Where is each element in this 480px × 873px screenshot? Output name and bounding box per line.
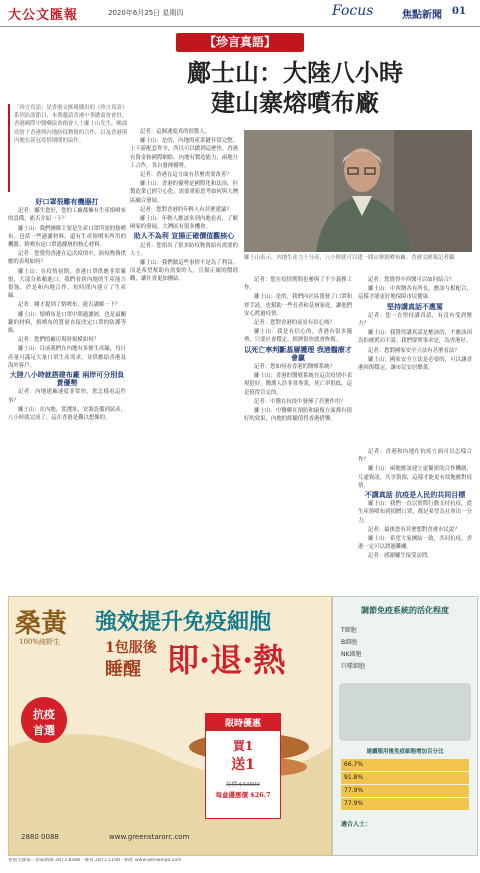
advertisement-side: [332, 596, 478, 856]
section-name-en: Focus: [332, 3, 374, 19]
ad-phone: 2880 0088: [21, 833, 59, 841]
paragraph: 鄺士山：我們一直以實際行動支持抗疫，從生產熔噴布到捐贈口罩，都是希望為社會出一分力。: [358, 501, 472, 524]
ad-badge: [21, 697, 67, 743]
paragraph: 鄺士山：年輕人應該多到內地看看，了解國家的發展，大灣區有很多機會。: [130, 216, 238, 231]
paragraph: 鄺士山：國家安全立法是必要的，可以讓香港回復穩定，讓市民安居樂業。: [358, 356, 472, 372]
subheading: 堅持講真話不應罵: [387, 301, 443, 311]
page-footer: 香港文匯報 · 新聞熱線 2873 8288 · 傳真 2873 1198 · 網址 www.wenweipo.com: [8, 858, 182, 863]
headline: [130, 58, 460, 118]
paragraph: 鄺士山：中醫藥在預防和康復方面都有很好的效果，內地的經驗值得香港借鑒。: [244, 408, 352, 423]
ad-side-rate: 77.9%: [341, 798, 469, 810]
ad-side-device-image: [339, 683, 471, 741]
ad-side-item: B細胞: [341, 639, 358, 646]
photo-illustration: [244, 130, 472, 252]
paragraph: 記者：感謝鄺生接受訪問。: [368, 553, 433, 560]
paragraph: 記者：您對國家安全立法有甚麼看法？: [368, 347, 460, 354]
lead-paragraph: 「珍言真語」是香港文匯報播出的《珍言真語》系列訪談節目，本期邀請香港中華總商會會員、香港國際中醫藥協會創會人士鄺士山先生，暢談疫情下香港與內地防疫物資的合作，以及香港與內地在新冠疫情期間的協作。: [8, 104, 132, 192]
ad-offer-title: 限時優惠: [206, 714, 280, 731]
ad-side-list: [341, 625, 469, 673]
ad-side-note: 適合人士：: [341, 821, 372, 828]
paragraph: 記者：香港和內地在抗疫方面可以怎樣合作？: [358, 449, 472, 464]
ad-side-caption: 連續服用後免疫細胞增加百分比: [366, 749, 444, 755]
paragraph: 鄺士山：我是有信心的，香港有很多優勢，只要社會穩定，經濟很快就會恢復。: [244, 329, 352, 344]
paragraph: 鄺士山：香港的醫療系統在這次疫情中表現很好，醫護人員非常專業，死亡率很低，這是值得肯定的。: [244, 373, 352, 396]
headline-line-1: 鄺士山：大陸八小時: [187, 58, 403, 87]
ad-badge-line-1: 抗疫: [33, 708, 55, 721]
ad-side-rate: 66.7%: [341, 759, 469, 771]
paragraph: 鄺士山：中西醫各有所長，應該互相配合，這樣才能更好地保障市民健康。: [358, 286, 472, 301]
paragraph: 鄺士山：我覺得講真話是應該的，不應該因為怕被罵而不說。我們要實事求是，為香港好。: [358, 330, 472, 345]
paragraph: 鄺士山：我們團隊主要是生產口罩所需的熔噴布，包括一些過濾材料，還有生產熔噴布所用的機器。熔噴布是口罩過濾層的核心材料。: [8, 225, 126, 249]
ad-side-title: 調節免疫系統的活化程度: [361, 605, 449, 615]
paragraph: 記者：您一直堅持講真話，有沒有受到壓力？: [358, 312, 472, 328]
newspaper-logo: 大公文匯報: [8, 8, 79, 23]
paragraph: 鄺士山：熔噴布是口罩中間過濾層，也是最關鍵的材料，熔噴布的質量直接決定口罩的防護等級。: [8, 311, 126, 335]
ad-side-item: NK細胞: [341, 651, 362, 658]
paragraph: 鄺士山：兩地應該建立更緊密的合作機制，互通資訊，共享資源，這樣才能更有效地應對疫情。: [358, 466, 472, 489]
paragraph: 鄺士山：在疫情初期，香港口罩供應非常緊張，大部分依賴進口。我們看到內地的生產能力很強，於是和內地合作，短時間內建立了生產線。: [8, 268, 126, 300]
subheading: 大陸八小時就搭建布廠 兩岸可分別負責優勢: [9, 370, 125, 388]
paragraph: 記者：香港在這方面有甚麼需要改善？: [140, 172, 232, 179]
article-column-3: [244, 276, 352, 588]
paragraph: 記者：最後您有甚麼想對香港市民說？: [368, 526, 460, 533]
issue-date: 2020年6月25日 星期四: [108, 9, 184, 17]
ad-brand: 桑黃: [15, 609, 68, 639]
paragraph: 鄺士山：在內地，從選址、安裝設備到試產，八小時就完成了，這在香港是難以想像的。: [8, 406, 126, 422]
ad-offer-box: [205, 713, 281, 819]
subheading: 好口罩很難有機器打: [35, 198, 99, 206]
ad-website: www.greenstarorc.com: [109, 833, 190, 841]
ad-offer-buy: 買1: [232, 739, 254, 753]
paragraph: 記者：剛才提到了熔噴布，能否講解一下？: [18, 302, 121, 309]
paragraph: 鄺士山：希望大家團結一致，共同抗疫，香港一定可以渡過難關。: [358, 536, 472, 551]
ad-badge-line-2: 首選: [33, 724, 55, 737]
subheading: 不講真話 抗疫是人民的共同目標: [364, 490, 466, 500]
paragraph: 記者：鄺生您好，您的工廠都擁有生產熔噴布的設備，能否介紹一下？: [8, 208, 126, 223]
paragraph: 記者：您在疫情期間也參與了不少義務工作。: [244, 277, 352, 292]
paragraph: 記者：您對香港的年輕人有甚麼建議？: [140, 206, 232, 213]
paragraph: 記者：中醫在抗疫中發揮了甚麼作用？: [254, 398, 346, 405]
article-column-1: [8, 198, 126, 588]
ad-offer-was: 原價 $43800: [226, 782, 260, 788]
paragraph: 鄺士山：是的，我們向社區派發了口罩和搓手液，也幫助一些長者和基層家庭，讓他們安心渡過疫情。: [244, 294, 352, 317]
paragraph: 記者：您如何看香港的醫療系統？: [254, 364, 335, 371]
article-column-2: [130, 128, 238, 588]
subheading: 助人不為利 宣揚正確價值觀核心: [133, 231, 235, 241]
paragraph: 記者：您覺得香港在這次疫情中，防疫物資供應的表現如何？: [8, 251, 126, 266]
subheading: 以死亡率判斷基層護理 我港醫療才會贏: [244, 344, 352, 362]
paragraph: 記者：您們的廠房現時規模如何？: [18, 337, 99, 344]
section-name-zh: 焦點新聞: [402, 10, 442, 21]
page-number: 01: [452, 6, 466, 17]
paragraph: 記者：這個速度真的很驚人。: [140, 129, 211, 135]
ad-sleep-text: 睡醒: [105, 659, 141, 680]
ad-side-rates: [341, 759, 469, 810]
ad-offer-now: 每盒優惠價 $26.7: [215, 791, 271, 799]
ad-side-item: T細胞: [341, 627, 357, 634]
ad-side-item: 巨噬細胞: [341, 663, 366, 670]
ad-pill-text: 1包服後: [105, 640, 157, 656]
paragraph: 記者：內地建廠速度非常快，您怎樣看這件事？: [8, 389, 126, 404]
paragraph: 鄺士山：目前我們在內地有多條生產線，每日產量可滿足大量口罩生產需求，並供應給香港及海外客戶。: [8, 346, 126, 369]
interviewee-photo: [244, 130, 472, 252]
ad-side-rate: 77.9%: [341, 785, 469, 797]
photo-caption: 鄺士山表示，內地生產力十分高，八小時就可以建一間山寨熔噴布廠。香港文匯報記者攝: [244, 255, 455, 261]
masthead: [0, 0, 480, 27]
headline-line-2: 建山寨熔噴布廠: [211, 88, 379, 117]
ad-headline: 強效提升免疫細胞: [95, 609, 272, 635]
advertisement-main: [8, 596, 332, 856]
paragraph: 記者：您捐出了很多防疫物資給有需要的人士。: [130, 242, 238, 257]
paragraph: 鄺士山：我們做這些事情不是為了利益，而是希望幫助有需要的人，宣揚正確的價值觀，讓社會更加團結。: [130, 260, 238, 283]
article-column-5: [358, 448, 472, 588]
paragraph: 鄺士山：是的，內地的產業鏈非常完整，上下游配套齊全，所以可以做到這麼快。香港有資金和國際網絡，內地有製造能力，兩地分工合作，各自發揮優勢。: [130, 138, 238, 169]
paragraph: 鄺士山：香港的優勢是國際化和法治，但製造業已經空心化，需要重新思考如何與大灣區融合發展。: [130, 181, 238, 204]
paragraph: 記者：您覺得中西醫可以如何結合？: [368, 277, 455, 283]
ad-side-rate: 91.8%: [341, 772, 469, 784]
column-tag: 【珍言真語】: [176, 33, 304, 52]
ad-offer-free: 送1: [231, 757, 255, 773]
ad-brand-sub: 100%純野生: [19, 638, 61, 646]
ad-slogan: 即·退·熱: [167, 641, 286, 679]
article-column-4: [358, 276, 472, 446]
paragraph: 記者：您對香港的前景有信心嗎？: [254, 320, 335, 327]
